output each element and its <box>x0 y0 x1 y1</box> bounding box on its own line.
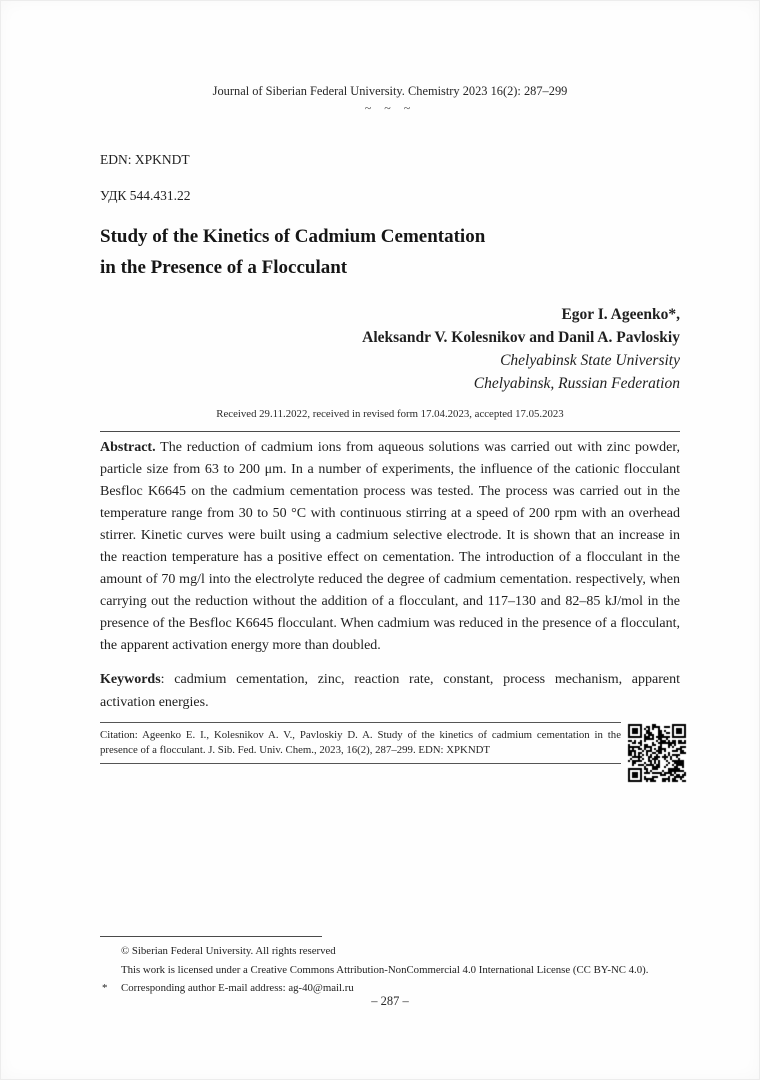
qr-code-icon <box>626 722 688 784</box>
article-title <box>100 221 680 283</box>
corresponding-author-text: Corresponding author E-mail address: ag-40@mail.ru <box>121 982 354 994</box>
author-line-2: Aleksandr V. Kolesnikov and Danil A. Pavloskiy <box>362 329 680 346</box>
copyright-line: © Siberian Federal University. All rights reserved <box>121 945 336 957</box>
affiliation-university: Chelyabinsk State University <box>500 352 680 369</box>
abstract-text: The reduction of cadmium ions from aqueous solutions was carried out with zinc powder, particle size from 63 to 200 μm. In a number of experiments, the influence of the cationic flocculant Besfloc K6645 on the cadmium cementation process was tested. The process was carried out in the temperature range from 30 to 50 °C with continuous stirring at a speed of 200 rpm with an overhead stirrer. Kinetic curves were built using a cadmium selective electrode. It is shown that an increase in the reaction temperature has a positive effect on cementation. The introduction of a flocculant in the amount of 70 mg/l into the electrolyte reduced the degree of cadmium cementation. respectively, when carrying out the reduction without the addition of a flocculant, and 117–130 and 82–85 kJ/mol in the presence of the Besfloc K6645 flocculant. When cadmium was reduced in the presence of a flocculant, the apparent activation energy more than doubled. <box>100 440 680 653</box>
abstract-label: Abstract. <box>100 440 156 455</box>
license-line: This work is licensed under a Creative Commons Attribution-NonCommercial 4.0 International License (CC BY-NC 4.0). <box>121 963 649 976</box>
keywords-label: Keywords <box>100 672 161 687</box>
article-title-line1: Study of the Kinetics of Cadmium Cementation <box>100 226 486 247</box>
journal-header: Journal of Siberian Federal University. Chemistry 2023 16(2): 287–299 <box>212 84 568 98</box>
keywords-paragraph <box>100 668 680 714</box>
footnote-rule <box>100 936 322 937</box>
udk-code: УДК 544.431.22 <box>100 188 191 203</box>
ornament-separator: ~ ~ ~ <box>364 101 416 115</box>
affiliation-location: Chelyabinsk, Russian Federation <box>473 375 680 392</box>
footnote-marker: * <box>102 982 108 994</box>
received-dates: Received 29.11.2022, received in revised form 17.04.2023, accepted 17.05.2023 <box>216 408 564 420</box>
keywords-text: : cadmium cementation, zinc, reaction rate, constant, process mechanism, apparent activation energies. <box>100 672 680 710</box>
footer-block <box>100 936 680 998</box>
citation-block <box>100 722 680 788</box>
author-line-1: Egor I. Ageenko*, <box>561 306 680 323</box>
page-number: – 287 – <box>371 994 409 1008</box>
authors-block <box>100 303 680 395</box>
article-title-line2: in the Presence of a Flocculant <box>100 257 348 278</box>
citation-text: Citation: Ageenko E. I., Kolesnikov A. V., Pavloskiy D. A. Study of the kinetics of cadmium cementation in the presence of a flocculant. J. Sib. Fed. Univ. Chem., 2023, 16(2), 287–299. EDN: XPKNDT <box>100 722 621 764</box>
abstract-paragraph <box>100 431 680 657</box>
edn-code: EDN: XPKNDT <box>100 152 190 167</box>
